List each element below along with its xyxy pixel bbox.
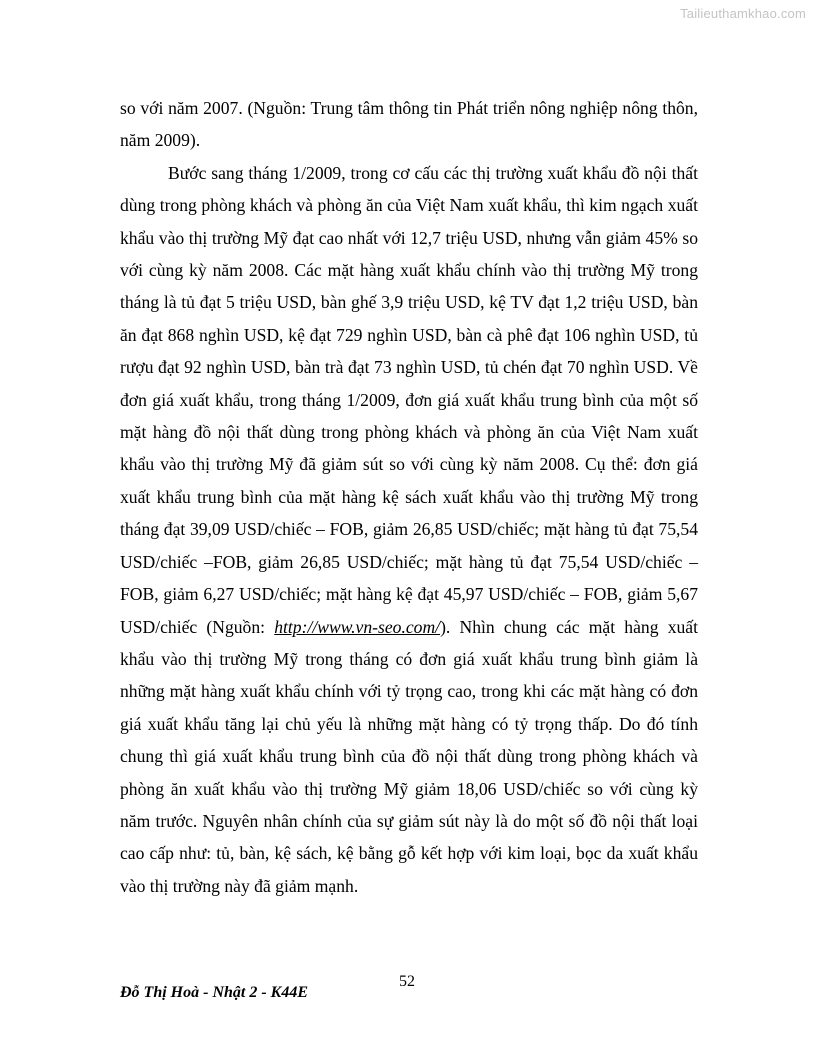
- paragraph-1: so với năm 2007. (Nguồn: Trung tâm thông tin Phát triển nông nghiệp nông thôn, năm 2009).: [120, 98, 698, 151]
- source-link[interactable]: http://www.vn-seo.com/: [274, 616, 441, 637]
- watermark-text: Tailieuthamkhao.com: [680, 6, 806, 21]
- page-number: 52: [399, 973, 415, 990]
- paragraph-2: [120, 157, 698, 902]
- footer-author: Đỗ Thị Hoà - Nhật 2 - K44E: [120, 984, 309, 1001]
- paragraph-2-text-start: Bước sang tháng 1/2009, trong cơ cấu các thị trường xuất khẩu đồ nội thất dùng trong phòng khách và phòng ăn của Việt Nam xuất khẩu, thì kim ngạch xuất khẩu vào thị trường Mỹ đạt cao nhất với 12,7 triệu USD, nhưng vẫn giảm 45% so với cùng kỳ năm 2008. Các mặt hàng xuất khẩu chính vào thị trường Mỹ trong tháng là tủ đạt 5 triệu USD, bàn ghế 3,9 triệu USD, kệ TV đạt 1,2 triệu USD, bàn ăn đạt 868 nghìn USD, kệ đạt 729 nghìn USD, bàn cà phê đạt 106 nghìn USD, tủ rượu đạt 92 nghìn USD, bàn trà đạt 73 nghìn USD, tủ chén đạt 70 nghìn USD. Về đơn giá xuất khẩu, trong tháng 1/2009, đơn giá xuất khẩu trung bình của một số mặt hàng đồ nội thất dùng trong phòng khách và phòng ăn của Việt Nam xuất khẩu vào thị trường Mỹ đã giảm sút so với cùng kỳ năm 2008. Cụ thể: đơn giá xuất khẩu trung bình của mặt hàng kệ sách xuất khẩu vào thị trường Mỹ trong tháng đạt 39,09 USD/chiếc – FOB, giảm 26,85 USD/chiếc; mặt hàng tủ đạt 75,54 USD/chiếc –FOB, giảm 26,85 USD/chiếc; mặt hàng tủ đạt 75,54 USD/chiếc – FOB, giảm 6,27 USD/chiếc; mặt hàng kệ đạt 45,97 USD/chiếc – FOB, giảm 5,67 USD/chiếc (Nguồn:: [120, 162, 698, 637]
- paragraph-2-text-end: ). Nhìn chung các mặt hàng xuất khẩu vào thị trường Mỹ trong tháng có đơn giá xuất khẩu trung bình giảm là những mặt hàng xuất khẩu chính với tỷ trọng cao, trong khi các mặt hàng có đơn giá xuất khẩu tăng lại chủ yếu là những mặt hàng có tỷ trọng thấp. Do đó tính chung thì giá xuất khẩu trung bình của đồ nội thất dùng trong phòng khách và phòng ăn xuất khẩu vào thị trường Mỹ giảm 18,06 USD/chiếc so với cùng kỳ năm trước. Nguyên nhân chính của sự giảm sút này là do một số đồ nội thất loại cao cấp như: tủ, bàn, kệ sách, kệ bằng gỗ kết hợp với kim loại, bọc da xuất khẩu vào thị trường này đã giảm mạnh.: [120, 616, 698, 896]
- document-body: [120, 92, 698, 902]
